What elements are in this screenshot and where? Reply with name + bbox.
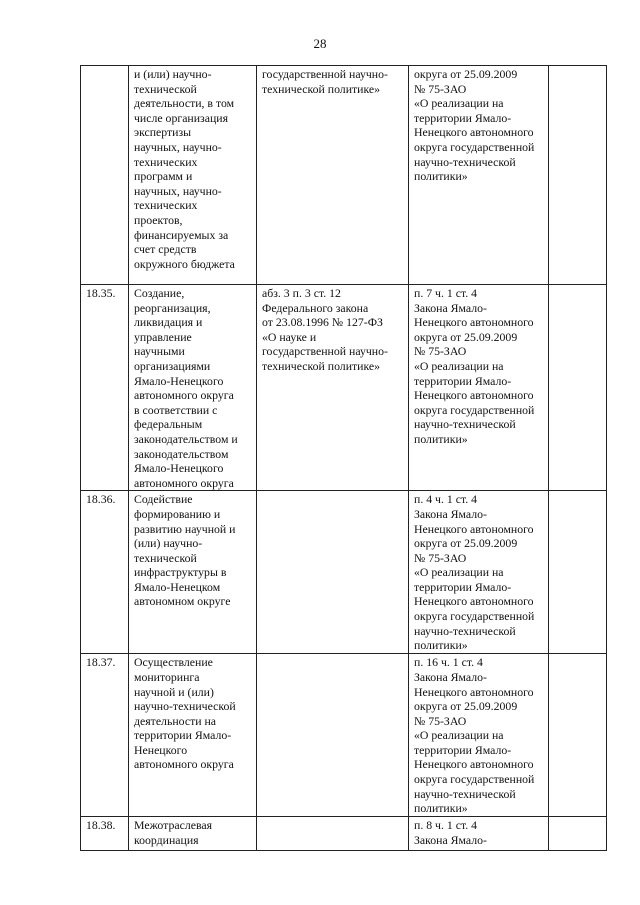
power-name-cell: и (или) научно- технической деятельности, в том числе организация экспертизы научных, научно- технических программ и научных, научно- технических проектов, финансируемых за счет средств окружного бюджета: [129, 66, 257, 285]
extra-cell: [549, 66, 607, 285]
table-row: [81, 817, 607, 851]
row-number-cell: [81, 66, 129, 285]
power-name-cell: Создание, реорганизация, ликвидация и управление научными организациями Ямало-Ненецкого автономного округа в соответствии с федеральным законодательством и законодательством Ямало-Ненецкого автономного округа: [129, 285, 257, 491]
regional-law-cell: п. 4 ч. 1 ст. 4 Закона Ямало- Ненецкого автономного округа от 25.09.2009 № 75-ЗАО «О реализации на территории Ямало- Ненецкого автономного округа государственной научно-технической политики»: [409, 491, 549, 654]
table-row: [81, 654, 607, 817]
table-row: [81, 66, 607, 285]
table-row: [81, 491, 607, 654]
power-name-cell: Межотраслевая координация: [129, 817, 257, 851]
page-number: 28: [313, 36, 327, 51]
regional-law-cell: п. 7 ч. 1 ст. 4 Закона Ямало- Ненецкого автономного округа от 25.09.2009 № 75-ЗАО «О реализации на территории Ямало- Ненецкого автономного округа государственной научно-технической политики»: [409, 285, 549, 491]
powers-table: [80, 65, 607, 851]
regional-law-cell: п. 16 ч. 1 ст. 4 Закона Ямало- Ненецкого автономного округа от 25.09.2009 № 75-ЗАО «О реализации на территории Ямало- Ненецкого автономного округа государственной научно-технической политики»: [409, 654, 549, 817]
table-row: [81, 285, 607, 491]
federal-law-cell: [257, 817, 409, 851]
row-number-cell: 18.38.: [81, 817, 129, 851]
federal-law-cell: [257, 654, 409, 817]
federal-law-cell: [257, 491, 409, 654]
row-number-cell: 18.36.: [81, 491, 129, 654]
regional-law-cell: округа от 25.09.2009 № 75-ЗАО «О реализации на территории Ямало- Ненецкого автономного округа государственной научно-технической политики»: [409, 66, 549, 285]
extra-cell: [549, 285, 607, 491]
federal-law-cell: государственной научно- технической политике»: [257, 66, 409, 285]
federal-law-cell: абз. 3 п. 3 ст. 12 Федерального закона от 23.08.1996 № 127-ФЗ «О науке и государственной научно- технической политике»: [257, 285, 409, 491]
regional-law-cell: п. 8 ч. 1 ст. 4 Закона Ямало-: [409, 817, 549, 851]
power-name-cell: Осуществление мониторинга научной и (или) научно-технической деятельности на территории Ямало- Ненецкого автономного округа: [129, 654, 257, 817]
row-number-cell: 18.37.: [81, 654, 129, 817]
row-number-cell: 18.35.: [81, 285, 129, 491]
extra-cell: [549, 817, 607, 851]
power-name-cell: Содействие формированию и развитию научной и (или) научно- технической инфраструктуры в Ямало-Ненецком автономном округе: [129, 491, 257, 654]
extra-cell: [549, 654, 607, 817]
extra-cell: [549, 491, 607, 654]
